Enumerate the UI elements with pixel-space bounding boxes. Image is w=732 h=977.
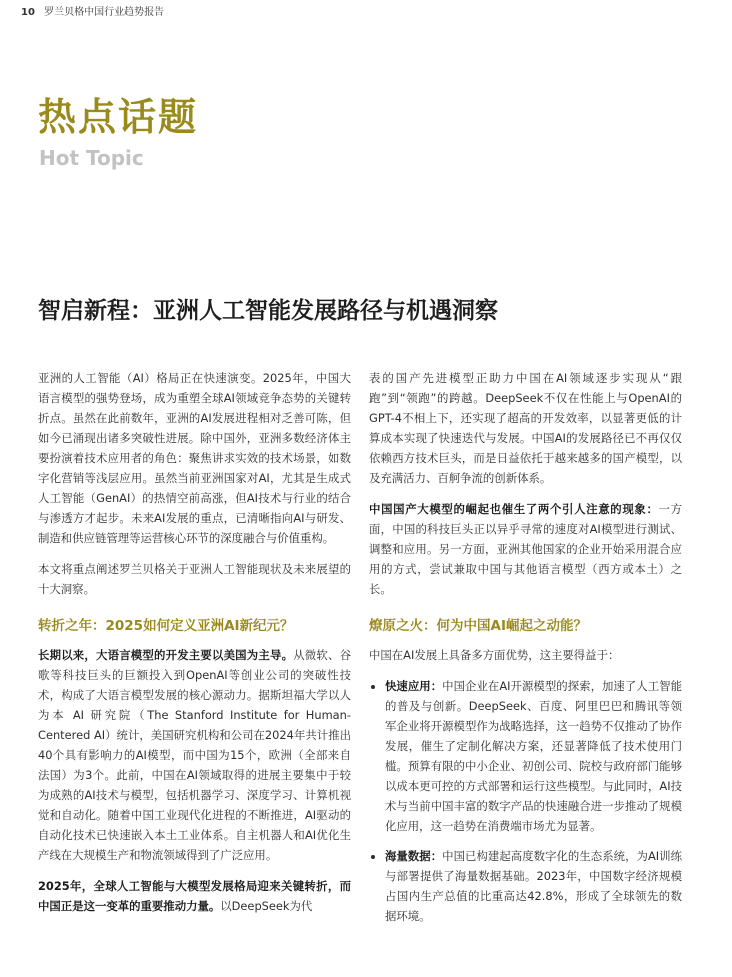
list-item xyxy=(385,846,682,926)
subsection-heading: 燎原之火：何为中国AI崛起之动能？ xyxy=(369,618,587,634)
bullet-lead: 海量数据： xyxy=(385,849,443,863)
paragraph: 亚洲的人工智能（AI）格局正在快速演变。2025年，中国大语言模型的强势登场，成为重塑全球AI领域竞争态势的关键转折点。虽然在此前数年，亚洲的AI发展进程相对乏善可陈，但如今已涌现出诸多突破性进展。除中国外，亚洲多数经济体主要扮演着技术应用者的角色：聚焦讲求实效的技术场景，如数字化营销等浅层应用。虽然当前亚洲国家对AI，尤其是生成式人工智能（GenAI）的热情空前高涨，但AI技术与行业的结合与渗透方才起步。未来AI发展的重点，已清晰指向AI与研发、制造和供应链管理等运营核心环节的深度融合与价值重构。 xyxy=(38,371,351,545)
paragraph-body: 以DeepSeek为代 xyxy=(220,899,313,913)
article-title: 智启新程：亚洲人工智能发展路径与机遇洞察 xyxy=(38,298,498,324)
bullet-list xyxy=(369,676,682,926)
bullet-body: 中国已构建起高度数字化的生态系统，为AI训练与部署提供了海量数据基础。2023年，中国数字经济规模占国内生产总值的比重高达42.8%，形成了全球领先的数据环境。 xyxy=(385,849,682,923)
left-column xyxy=(38,368,351,927)
bullet-lead: 快速应用： xyxy=(385,679,443,693)
paragraph-lead: 2025年，全球人工智能与大模型发展格局迎来关键转折，而中国正是这一变革的重要推动力量。 xyxy=(38,879,351,913)
paragraph: 表的国产先进模型正助力中国在AI领域逐步实现从“跟跑”到“领跑”的跨越。DeepSeek不仅在性能上与OpenAI的GPT-4不相上下，还实现了超高的开发效率，以显著更低的计算成本实现了快速迭代与发展。中国AI的发展路径已不再仅仅依赖西方技术巨头，而是日益依托于越来越多的国产模型，以及充满活力、百舸争流的创新体系。 xyxy=(369,371,682,485)
paragraph: 本文将重点阐述罗兰贝格关于亚洲人工智能现状及未来展望的十大洞察。 xyxy=(38,562,351,596)
report-title: 罗兰贝格中国行业趋势报告 xyxy=(44,7,165,18)
paragraph: 中国在AI发展上具备多方面优势，这主要得益于： xyxy=(369,648,620,662)
subsection-heading: 转折之年：2025如何定义亚洲AI新纪元？ xyxy=(38,618,294,634)
paragraph-body: 一方面，中国的科技巨头正以异乎寻常的速度对AI模型进行测试、调整和应用。另一方面，亚洲其他国家的企业开始采用混合应用的方式，尝试兼取中国与其他语言模型（西方或本土）之长。 xyxy=(369,502,682,596)
section-title-cn: 热点话题 xyxy=(38,95,199,139)
section-title-en: Hot Topic xyxy=(39,146,144,170)
paragraph-lead: 中国国产大模型的崛起也催生了两个引人注意的现象： xyxy=(369,502,659,516)
paragraph xyxy=(38,876,351,916)
paragraph xyxy=(369,499,682,599)
running-header xyxy=(21,3,164,18)
paragraph xyxy=(38,645,351,865)
right-column xyxy=(369,368,682,936)
paragraph-body: 从微软、谷歌等科技巨头的巨额投入到OpenAI等创业公司的突破性技术，构成了大语言模型发展的核心源动力。据斯坦福大学以人为本 AI 研究院（The Stanford Institute for Human-Centered AI）统计，美国研究机构和公司在2024年共计推出40个具有影响力的AI模型，而中国为15个，欧洲（全部来自法国）为3个。此前，中国在AI领域取得的进展主要集中于较为成熟的AI技术与模型，包括机器学习、深度学习、计算机视觉和自动化。随着中国工业现代化进程的不断推进，AI驱动的自动化技术已快速嵌入本土工业体系。自主机器人和AI优化生产线在大规模生产和物流领域得到了广泛应用。 xyxy=(38,648,351,862)
page-number: 10 xyxy=(21,7,35,18)
bullet-body: 中国企业在AI开源模型的探索，加速了人工智能的普及与创新。DeepSeek、百度、阿里巴巴和腾讯等领军企业将开源模型作为战略选择，这一趋势不仅推动了协作发展，催生了定制化解决方案，还显著降低了技术使用门槛。预算有限的中小企业、初创公司、院校与政府部门能够以成本更可控的方式部署和运行这些模型。与此同时，AI技术与当前中国丰富的数字产品的快速融合进一步推动了规模化应用，这一趋势在消费端市场尤为显著。 xyxy=(385,679,682,833)
list-item xyxy=(385,676,682,836)
paragraph-lead: 长期以来，大语言模型的开发主要以美国为主导。 xyxy=(38,648,294,662)
